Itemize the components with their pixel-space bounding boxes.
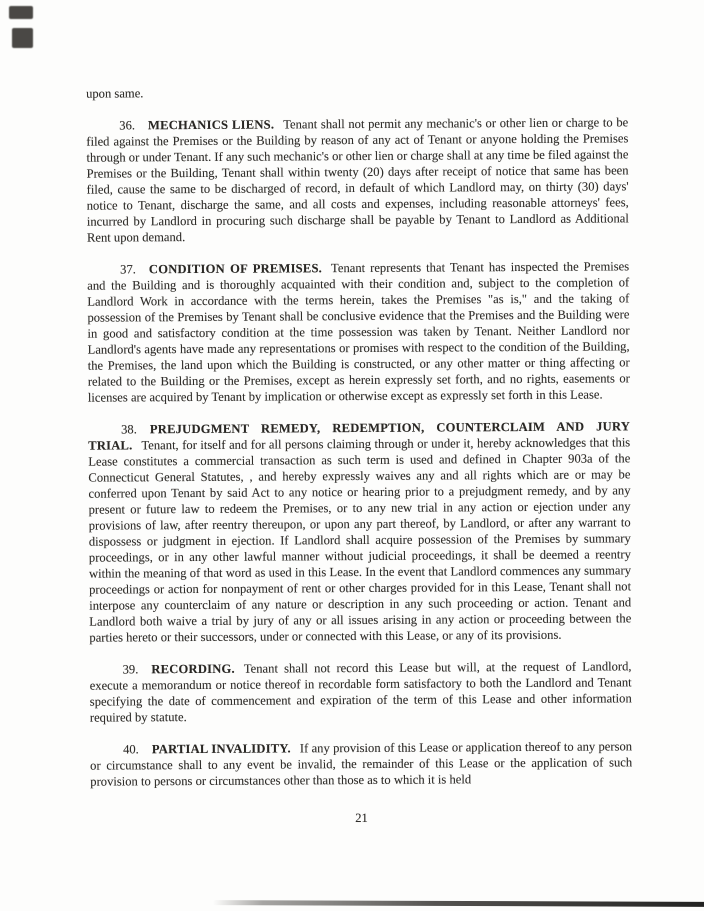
section-number: 40. bbox=[123, 742, 139, 757]
page-number: 21 bbox=[355, 810, 368, 826]
section-heading: RECORDING. bbox=[151, 661, 235, 677]
section-37-condition-of-premises bbox=[87, 258, 630, 405]
section-body: Tenant represents that Tenant has inspected the Premises and the Building and is thoroughly acquainted with their condition and, subject to the completion of Landlord Work in accordance with the terms herein, takes the Premises "as is," and the taking of possession of the Premises by Tenant shall be conclusive evidence that the Premises and the Building were in good and satisfactory condition at the time possession was taken by Tenant. Neither Landlord nor Landlord's agents have made any representations or promises with respect to the condition of the Building, the Premises, the land upon which the Building is constructed, or any other matter or thing affecting or related to the Building or the Premises, except as herein expressly set forth, and no rights, easements or licenses are acquired by Tenant by implication or otherwise except as expressly set forth in this Lease. bbox=[87, 259, 630, 405]
section-heading: CONDITION OF PREMISES. bbox=[148, 261, 323, 277]
paragraph-continuation: upon same. bbox=[86, 86, 144, 101]
scan-line-bottom bbox=[213, 900, 704, 907]
section-body: Tenant shall not permit any mechanic's or other lien or charge to be filed against the Premises or the Building by reason of any act of Tenant or anyone holding the Premises through or under Tenant. If any such mechanic's or other lien or charge shall at any time be filed against the Premises or the Building, Tenant shall within twenty (20) days after receipt of notice that same has been filed, cause the same to be discharged of record, in default of which Landlord may, on thirty (30) days' notice to Tenant, discharge the same, and all costs and expenses, including reasonable attorneys' fees, incurred by Landlord in procuring such discharge shall be payable by Tenant to Landlord as Additional Rent upon demand. bbox=[86, 115, 629, 245]
section-body: Tenant shall not record this Lease but will, at the request of Landlord, execute a memorandum or notice thereof in recordable form satisfactory to both the Landlord and Tenant specifying the date of commencement and expiration of the term of this Lease and other information required by statute. bbox=[89, 659, 632, 725]
scan-smudge-top-left-1 bbox=[9, 6, 33, 19]
section-heading: PREJUDGMENT REMEDY, REDEMPTION, COUNTERCLAIM AND JURY TRIAL. bbox=[88, 419, 631, 453]
section-40-partial-invalidity bbox=[90, 738, 632, 789]
section-number: 38. bbox=[121, 422, 137, 437]
section-number: 39. bbox=[122, 662, 139, 677]
section-38-prejudgment-remedy bbox=[88, 418, 631, 645]
section-heading: MECHANICS LIENS. bbox=[147, 117, 275, 133]
section-36-mechanics-liens bbox=[86, 114, 629, 245]
section-number: 36. bbox=[119, 118, 136, 133]
page-content bbox=[86, 82, 633, 827]
scan-smudge-top-left-2 bbox=[12, 28, 33, 48]
section-heading: PARTIAL INVALIDITY. bbox=[151, 741, 291, 757]
section-body: Tenant, for itself and for all persons claiming through or under it, hereby acknowledges that this Lease constitutes a commercial transaction as such term is used and defined in Chapter 903a of the Connecticut General Statutes, , and hereby expressly waives any and all rights which are or may be conferred upon Tenant by said Act to any notice or hearing prior to a prejudgment remedy, and by any present or future law to redeem the Premises, or to any new trial in any action or ejection under any provisions of law, after reentry thereupon, or upon any part thereof, by Landlord, or after any warrant to dispossess or judgment in ejection. If Landlord shall acquire possession of the Premises by summary proceedings, or in any other lawful manner without judicial proceedings, it shall be deemed a reentry within the meaning of that word as used in this Lease. In the event that Landlord commences any summary proceedings or action for nonpayment of rent or other charges provided for in this Lease, Tenant shall not interpose any counterclaim of any nature or description in any such proceeding or action. Tenant and Landlord both waive a trial by jury of any or all issues arising in any action or proceeding between the parties hereto or their successors, under or connected with this Lease, or any of its provisions. bbox=[88, 435, 632, 645]
section-39-recording bbox=[90, 658, 632, 725]
section-number: 37. bbox=[120, 262, 136, 277]
section-body: If any provision of this Lease or application thereof to any person or circumstance shall to any event be invalid, the remainder of this Lease or the application of such provision to persons or circumstances other than those as to which it is held bbox=[90, 739, 633, 789]
